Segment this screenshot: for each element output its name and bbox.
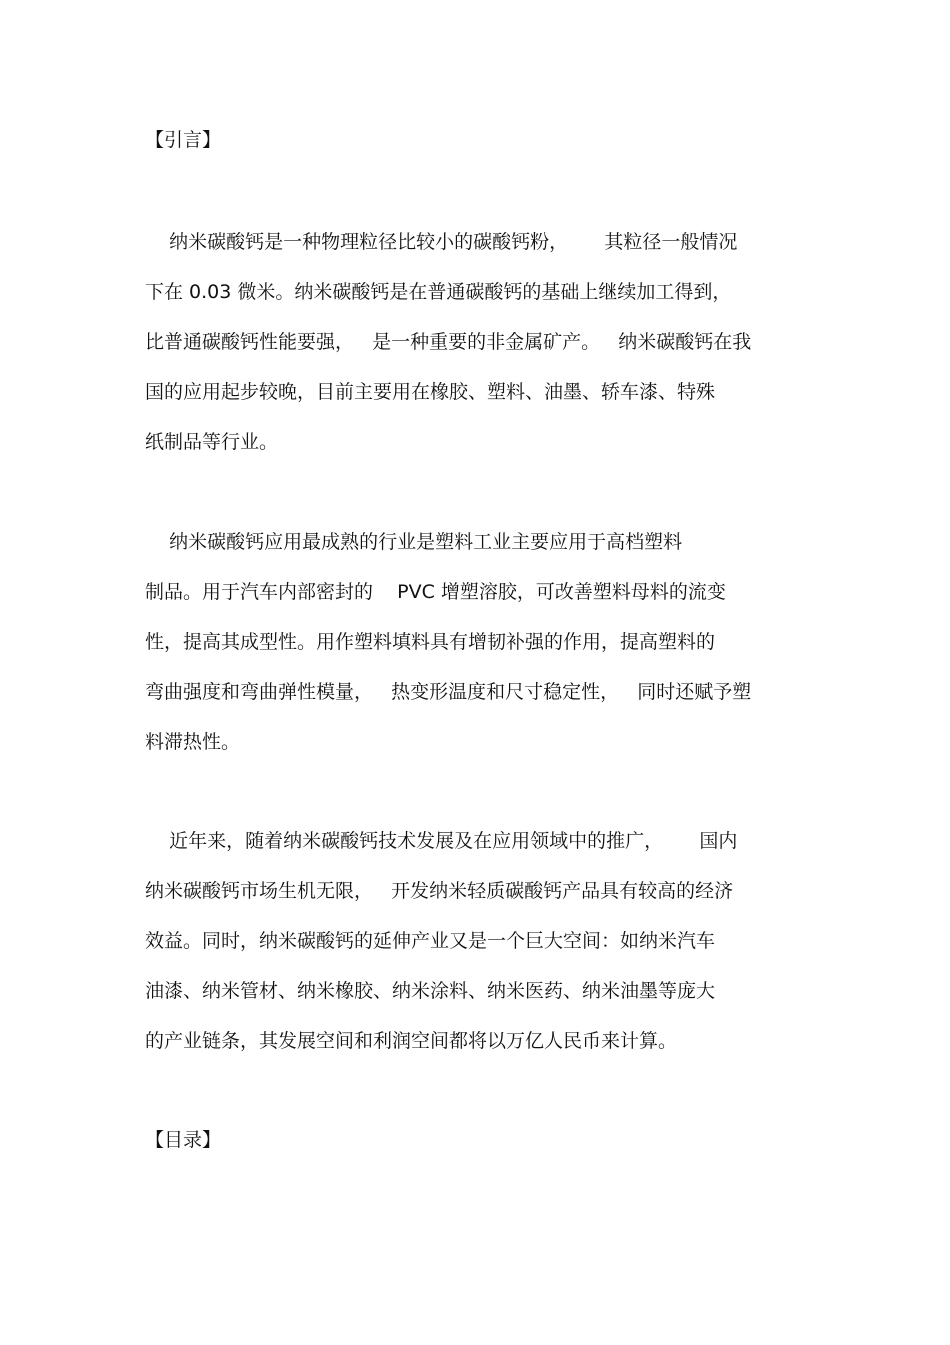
paragraph-line: 弯曲强度和弯曲弹性模量， 热变形温度和尺寸稳定性， 同时还赋予塑	[145, 681, 752, 703]
paragraph-3	[145, 829, 825, 1079]
paragraph-2	[145, 530, 825, 780]
paragraph-line: 纳米碳酸钙市场生机无限， 开发纳米轻质碳酸钙产品具有较高的经济	[145, 880, 734, 902]
paragraph-line: 效益。同时，纳米碳酸钙的延伸产业又是一个巨大空间：如纳米汽车	[145, 930, 716, 952]
paragraph-line: 纳米碳酸钙应用最成熟的行业是塑料工业主要应用于高档塑料	[145, 531, 683, 553]
paragraph-line: 比普通碳酸钙性能要强， 是一种重要的非金属矿产。 纳米碳酸钙在我	[145, 331, 752, 353]
heading-table-of-contents: 【目录】	[145, 1129, 222, 1151]
paragraph-line: 下在 0.03 微米。纳米碳酸钙是在普通碳酸钙的基础上继续加工得到，	[145, 281, 732, 303]
paragraph-line: 制品。用于汽车内部密封的 PVC 增塑溶胶，可改善塑料母料的流变	[145, 581, 726, 603]
paragraph-line: 纸制品等行业。	[145, 431, 279, 453]
paragraph-line: 国的应用起步较晚，目前主要用在橡胶、塑料、油墨、轿车漆、特殊	[145, 381, 716, 403]
paragraph-line: 性，提高其成型性。用作塑料填料具有增韧补强的作用，提高塑料的	[145, 631, 716, 653]
heading-introduction: 【引言】	[145, 129, 222, 151]
paragraph-line: 料滞热性。	[145, 731, 241, 753]
paragraph-line: 油漆、纳米管材、纳米橡胶、纳米涂料、纳米医药、纳米油墨等庞大	[145, 980, 716, 1002]
paragraph-1	[145, 230, 825, 480]
paragraph-line: 纳米碳酸钙是一种物理粒径比较小的碳酸钙粉， 其粒径一般情况	[145, 231, 738, 253]
paragraph-line: 的产业链条，其发展空间和利润空间都将以万亿人民币来计算。	[145, 1030, 678, 1052]
paragraph-line: 近年来，随着纳米碳酸钙技术发展及在应用领域中的推广， 国内	[145, 830, 738, 852]
